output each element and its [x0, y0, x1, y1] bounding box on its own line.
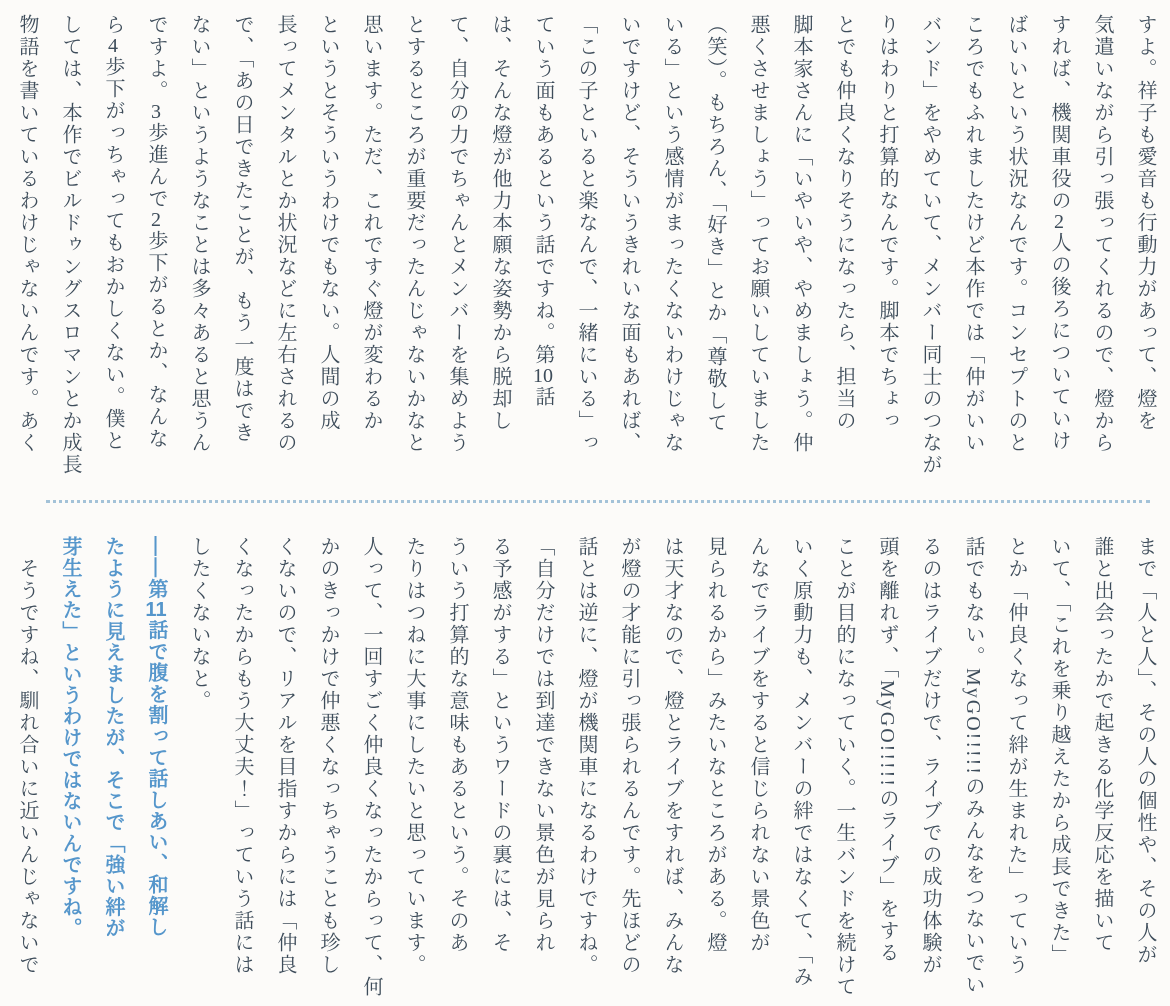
text-column: というとそういうわけでもない。人間の成	[317, 14, 339, 432]
text-column: ですよ。3歩進んで2歩下がるとか、なんな	[145, 14, 167, 450]
answer-column: したくないなと。	[188, 536, 210, 712]
answer-column: 誰と出会ったかで起きる化学反応を描いて	[1091, 536, 1113, 954]
text-column: 気遣いながら引っ張ってくれるので、燈から	[1091, 14, 1113, 454]
answer-column: 人って、一回すごく仲良くなったからって、何	[360, 536, 382, 998]
text-column: 思います。ただ、これですぐ燈が変わるか	[360, 14, 382, 432]
text-column: 「この子といると楽なんで、一緒にいる」っ	[575, 14, 597, 454]
text-column: ない」というようなことは多々あると思うん	[188, 14, 210, 454]
answer-column: 話とは逆に、燈が機関車になるわけですね。	[575, 536, 597, 976]
interview-qa-block-bottom	[0, 536, 1166, 1006]
answer-column: とか「仲良くなって絆が生まれた」っていう	[1005, 536, 1027, 976]
text-column: バンド」をやめていて、メンバー同士のつなが	[919, 14, 941, 476]
interviewer-question-column: ――第11話で腹を割って話しあい、和解し	[145, 536, 167, 938]
text-column: いる」という感情がまったくないわけじゃな	[661, 14, 683, 454]
text-column: すよ。祥子も愛音も行動力があって、燈を	[1134, 14, 1156, 432]
answer-column: かのきっかけで仲悪くなっちゃうことも珍し	[317, 536, 339, 976]
text-column: ころでもふれましたけど本作では「仲がいい	[962, 14, 984, 454]
answer-column: 頭を離れず、「MyGO!!!!!のライブ」をする	[876, 536, 898, 964]
answer-column: くなったからもう大丈夫！」っていう話には	[231, 536, 253, 976]
interview-answer-block-top	[0, 14, 1166, 484]
answer-column: ういう打算的な意味もあるという。そのあ	[446, 536, 468, 954]
text-column: 長ってメンタルとか状況などに左右されるの	[274, 14, 296, 454]
text-column: とでも仲良くなりそうになったら、担当の	[833, 14, 855, 432]
answer-column: いく原動力も、メンバーの絆ではなくて、「み	[790, 536, 812, 988]
text-column: 脚本家さんに「いやいや、やめましょう。仲	[790, 14, 812, 454]
answer-column: 見られるから」みたいなところがある。燈	[704, 536, 726, 954]
answer-column: ことが目的になっていく。一生バンドを続けて	[833, 536, 855, 998]
text-column: すれば、機関車役の2人の後ろについていけ	[1048, 14, 1070, 452]
text-column: りはわりと打算的なんです。脚本でちょっ	[876, 14, 898, 432]
answer-column: くないので、リアルを目指すからには「仲良	[274, 536, 296, 976]
answer-column: るのはライブだけで、ライブでの成功体験が	[919, 536, 941, 976]
answer-column: 「自分だけでは到達できない景色が見られ	[532, 536, 554, 954]
text-column: ばいいという状況なんです。コンセプトのと	[1005, 14, 1027, 454]
text-column: 物語を書いているわけじゃないんです。あく	[16, 14, 38, 454]
text-column: ら4歩下がっちゃってもおかしくない。僕と	[102, 14, 124, 452]
answer-column: いて、「これを乗り越えたから成長できた」	[1048, 536, 1070, 966]
text-column: で、「あの日できたことが、もう一度はでき	[231, 14, 253, 444]
answer-column: 話でもない。MyGO!!!!!のみんなをつないでい	[962, 536, 984, 996]
dotted-section-divider	[46, 500, 1150, 503]
answer-column: そうですね、馴れ合いに近いんじゃないで	[16, 536, 38, 976]
answer-column: んなでライブをすると信じられない景色が	[747, 536, 769, 954]
text-column: て、自分の力でちゃんとメンバーを集めよう	[446, 14, 468, 454]
text-column: とするところが重要だったんじゃないかなと	[403, 14, 425, 454]
text-column: 悪くさせましょう」ってお願いしていました	[747, 14, 769, 454]
answer-column: たりはつねに大事にしたいと思っています。	[403, 536, 425, 976]
answer-column: は天才なので、燈とライブをすれば、みんな	[661, 536, 683, 976]
interviewer-question-column: たように見えましたが、そこで「強い絆が	[102, 536, 124, 939]
answer-column: が燈の才能に引っ張られるんです。先ほどの	[618, 536, 640, 976]
interviewer-question-column: 芽生えた」というわけではないんですね。	[59, 536, 81, 939]
text-column: は、そんな燈が他力本願な姿勢から脱却し	[489, 14, 511, 432]
text-column: ていう面もあるという話ですね。第10話	[532, 14, 554, 408]
answer-column: まで「人と人」、その人の個性や、その人が	[1134, 536, 1156, 966]
text-column: しては、本作でビルドゥングスロマンとか成長	[59, 14, 81, 476]
text-column: いですけど、そういうきれいな面もあれば、	[618, 14, 640, 454]
answer-column: る予感がする」というワードの裏には、そ	[489, 536, 511, 954]
text-column: （笑）。もちろん、「好き」とか「尊敬して	[704, 14, 726, 434]
